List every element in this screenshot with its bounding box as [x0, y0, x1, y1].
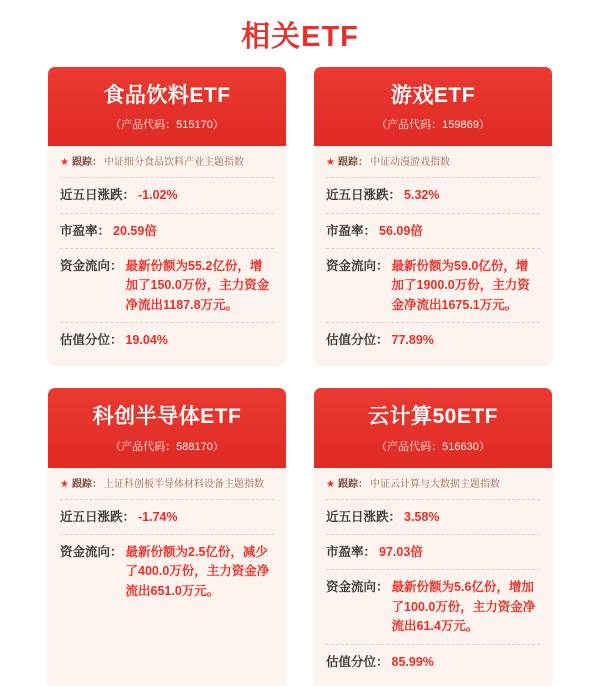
etf-five-day-label: 近五日涨跌：	[326, 188, 402, 203]
etf-pe-value: 97.03倍	[379, 545, 423, 559]
etf-pe-label: 市盈率：	[60, 223, 111, 238]
etf-card-header	[314, 388, 552, 467]
etf-card-body	[314, 468, 552, 686]
etf-five-day-value: 3.58%	[404, 509, 440, 524]
etf-valuation-label: 估值分位：	[326, 333, 389, 348]
etf-track-value: 上证科创板半导体材料设备主题指数	[103, 478, 264, 490]
etf-code: （产品代码：516630）	[376, 440, 490, 453]
etf-valuation-label: 估值分位：	[60, 333, 123, 348]
etf-pe-label: 市盈率：	[326, 545, 377, 559]
etf-valuation-value: 85.99%	[391, 654, 434, 669]
etf-track-row	[60, 478, 274, 500]
etf-pe-value: 20.59倍	[113, 223, 157, 238]
etf-card-body	[314, 146, 552, 364]
etf-pe-value: 56.09倍	[379, 223, 423, 238]
etf-pe-label: 市盈率：	[326, 223, 377, 238]
etf-card[interactable]	[48, 388, 286, 685]
etf-track-row	[60, 156, 274, 178]
etf-five-day-label: 近五日涨跌：	[60, 188, 136, 203]
etf-card-header	[48, 388, 286, 467]
etf-name: 云计算50ETF	[367, 405, 499, 429]
etf-five-day-row	[326, 500, 540, 535]
etf-valuation-row	[326, 323, 540, 352]
etf-five-day-label: 近五日涨跌：	[326, 509, 402, 524]
etf-five-day-value: 5.32%	[404, 188, 440, 203]
etf-five-day-value: -1.02%	[138, 188, 178, 203]
etf-track-row	[326, 156, 540, 178]
etf-code: （产品代码：159869）	[376, 119, 490, 132]
etf-track-value: 中证动漫游戏指数	[369, 157, 450, 169]
etf-track-label: 跟踪：	[71, 478, 102, 490]
etf-track-row	[326, 478, 540, 500]
star-icon: ★	[60, 478, 69, 490]
etf-flow-value: 最新份额为55.2亿份，增加了150.0万份，主力资金净流出1187.8万元。	[125, 258, 270, 312]
etf-five-day-row	[60, 178, 274, 213]
etf-track-value: 中证云计算与大数据主题指数	[369, 478, 500, 490]
etf-five-day-row	[326, 178, 540, 213]
etf-name: 游戏ETF	[390, 84, 476, 107]
etf-card[interactable]	[314, 388, 552, 685]
etf-flow-row	[326, 570, 540, 644]
star-icon: ★	[326, 157, 335, 169]
etf-code: （产品代码：588170）	[110, 440, 224, 453]
etf-flow-label: 资金流向：	[326, 258, 389, 273]
etf-flow-row	[326, 249, 540, 323]
etf-card-grid	[0, 67, 600, 686]
etf-name: 食品饮料ETF	[103, 84, 231, 107]
etf-pe-row	[60, 214, 274, 249]
etf-flow-label: 资金流向：	[60, 545, 123, 559]
etf-pe-row	[326, 535, 540, 570]
etf-card-header	[48, 67, 286, 146]
etf-valuation-row	[326, 645, 540, 674]
etf-track-label: 跟踪：	[337, 478, 368, 490]
etf-card[interactable]	[48, 67, 286, 364]
etf-flow-value: 最新份额为2.5亿份，减少了400.0万份，主力资金净流出651.0万元。	[125, 545, 270, 598]
etf-valuation-label: 估值分位：	[326, 654, 389, 669]
etf-pe-row	[326, 214, 540, 249]
etf-valuation-row	[60, 323, 274, 352]
etf-five-day-value: -1.74%	[138, 509, 178, 524]
star-icon: ★	[60, 157, 69, 169]
page-title: 相关ETF	[241, 21, 359, 53]
etf-track-value: 中证细分食品饮料产业主题指数	[103, 157, 244, 169]
etf-flow-value: 最新份额为59.0亿份，增加了1900.0万份，主力资金净流出1675.1万元。	[391, 258, 530, 312]
etf-track-label: 跟踪：	[337, 157, 368, 169]
etf-track-label: 跟踪：	[71, 157, 102, 169]
etf-flow-row	[60, 535, 274, 603]
etf-flow-label: 资金流向：	[60, 258, 123, 273]
etf-five-day-row	[60, 500, 274, 535]
etf-card-body	[48, 468, 286, 686]
star-icon: ★	[326, 478, 335, 490]
etf-name: 科创半导体ETF	[92, 405, 242, 429]
etf-five-day-label: 近五日涨跌：	[60, 509, 136, 524]
etf-flow-label: 资金流向：	[326, 580, 389, 595]
etf-card[interactable]	[314, 67, 552, 364]
etf-card-body	[48, 146, 286, 364]
etf-code: （产品代码：515170）	[110, 119, 224, 132]
etf-valuation-value: 77.89%	[391, 333, 434, 348]
etf-flow-value: 最新份额为5.6亿份，增加了100.0万份，主力资金净流出61.4万元。	[391, 580, 536, 634]
etf-flow-row	[60, 249, 274, 323]
etf-card-header	[314, 67, 552, 146]
etf-valuation-value: 19.04%	[125, 333, 168, 348]
